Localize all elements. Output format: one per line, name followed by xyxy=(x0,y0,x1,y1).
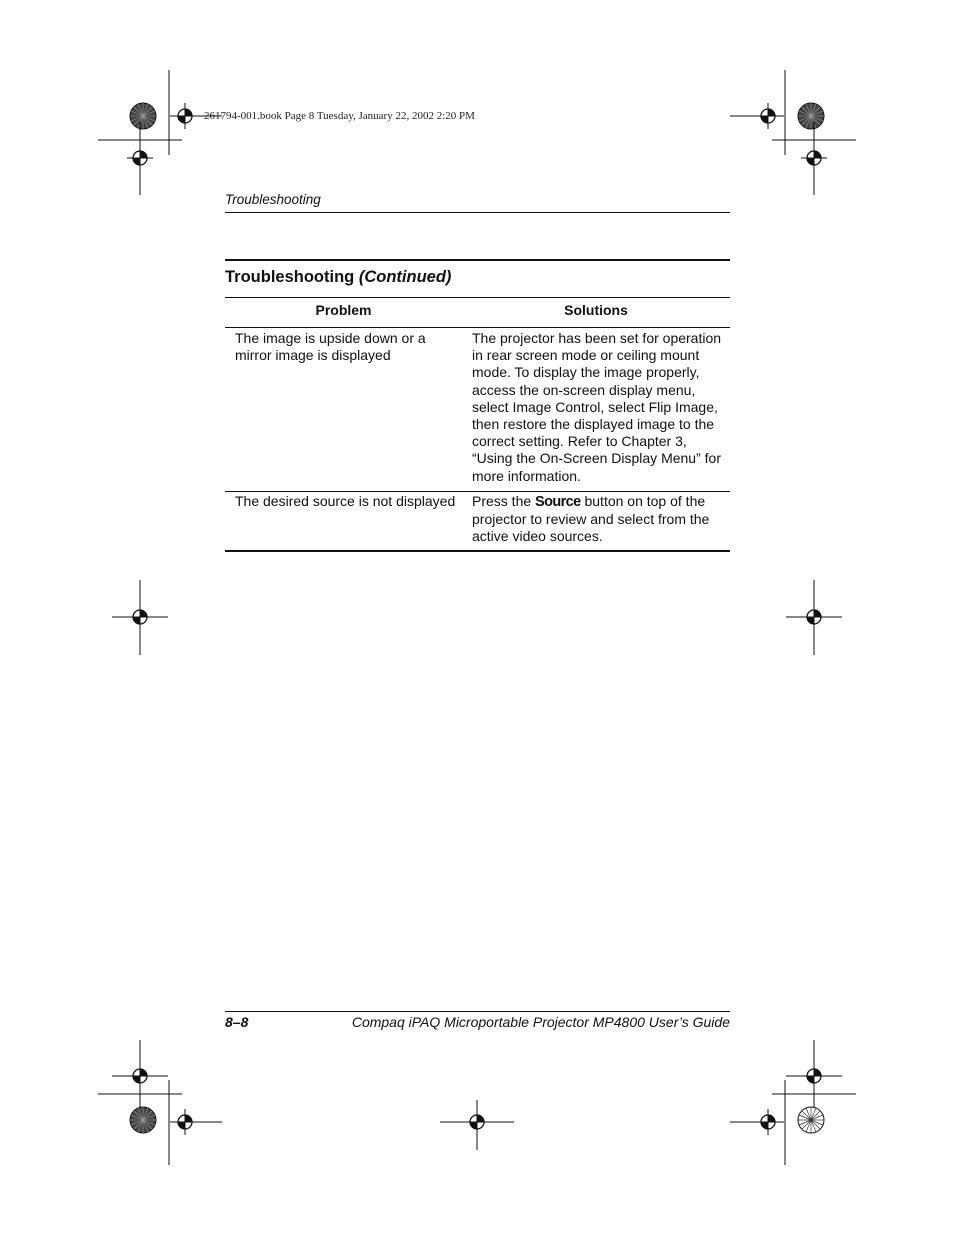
table-bottom-rule xyxy=(225,550,730,552)
book-info-slug: 261794-001.book Page 8 Tuesday, January 22, 2002 2:20 PM xyxy=(204,110,475,122)
row-2-solution-after: button on top of the projector to review and select from the active video sources. xyxy=(472,493,710,545)
column-header-solutions: Solutions xyxy=(564,302,628,318)
row-2-solution-before: Press the xyxy=(472,493,536,509)
footer-rule xyxy=(225,1011,730,1012)
row-divider xyxy=(225,491,730,492)
guide-title: Compaq iPAQ Microportable Projector MP4800 User’s Guide xyxy=(351,1014,730,1030)
row-2-problem: The desired source is not displayed xyxy=(235,493,456,509)
page-number: 8–8 xyxy=(225,1014,249,1030)
source-button-label: Source xyxy=(535,494,581,510)
table-header-top-rule xyxy=(225,297,730,298)
row-1-problem: The image is upside down or a mirror image is displayed xyxy=(235,330,426,364)
table-top-rule xyxy=(225,259,730,261)
row-1-solution: The projector has been set for operation in rear screen mode or ceiling mount mode. To display the image properly, access the on-screen display menu, select Image Control, select Flip Image, then restore the displayed image to the correct setting. Refer to Chapter 3, “Using the On-Screen Display Menu” for more information. xyxy=(472,330,722,484)
running-header: Troubleshooting xyxy=(225,192,321,207)
column-header-problem: Problem xyxy=(315,302,372,318)
header-rule xyxy=(225,212,730,213)
table-title-main: Troubleshooting xyxy=(225,268,355,286)
table-header-bottom-rule xyxy=(225,327,730,328)
row-2-solution xyxy=(472,493,724,546)
table-title-suffix: (Continued) xyxy=(358,268,452,286)
table-title xyxy=(225,268,451,287)
